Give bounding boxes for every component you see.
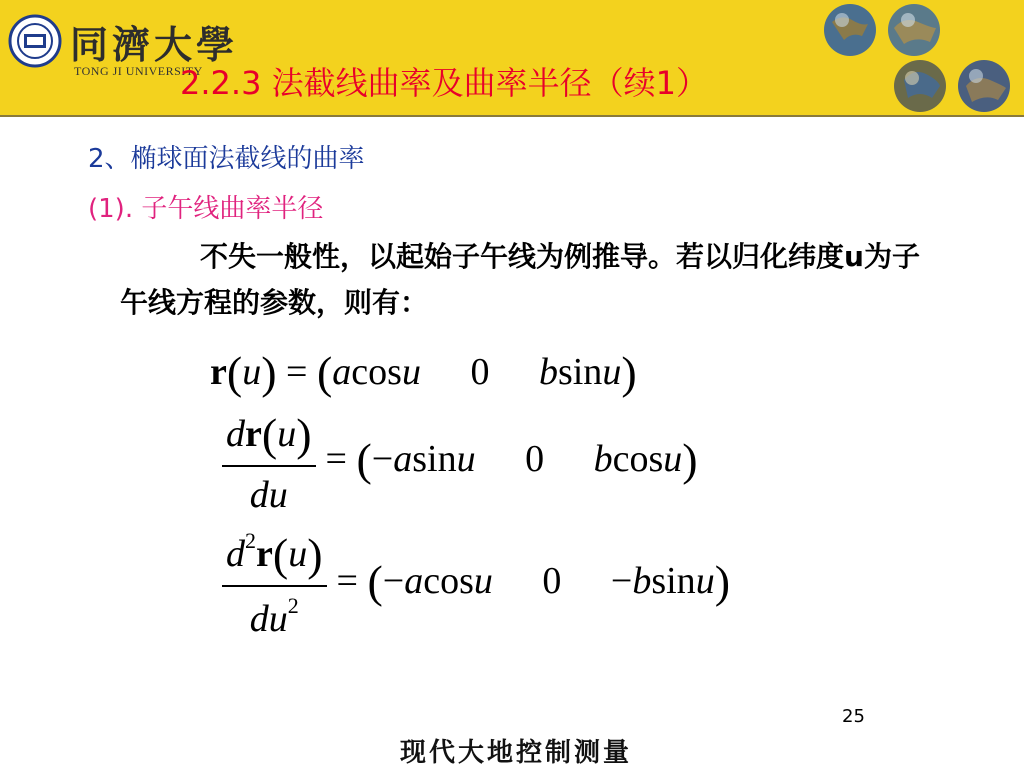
eq-symbol: u: [695, 560, 715, 603]
eq-symbol: u: [277, 413, 297, 455]
body-paragraph: [120, 234, 940, 326]
university-logo-icon: [8, 14, 62, 68]
fraction: $\frac{d^2r(u)}{du^2}$: [222, 528, 327, 641]
slide-title: 2.2.3 法截线曲率及曲率半径（续1）: [180, 64, 708, 102]
fraction: $\frac{dr(u)}{du}$: [222, 408, 316, 517]
eq-function: sin: [651, 560, 696, 603]
eq-symbol: b: [632, 560, 652, 603]
eq-symbol: b: [538, 351, 558, 393]
eq-function: sin: [557, 351, 603, 393]
eq-operator: =: [286, 351, 308, 393]
eq-number: 0: [525, 438, 545, 481]
eq-number: 0: [542, 560, 562, 603]
eq-symbol: u: [242, 351, 262, 393]
eq-superscript: 2: [245, 528, 256, 553]
eq-symbol: d: [226, 413, 245, 455]
eq-symbol: r: [245, 413, 262, 455]
eq-symbol: u: [288, 533, 308, 575]
eq-function: sin: [412, 438, 457, 481]
eq-symbol: du: [249, 474, 288, 516]
eq-symbol: u: [602, 351, 622, 393]
eq-symbol: u: [663, 438, 683, 481]
globe-icon: [892, 58, 948, 114]
eq-symbol: b: [593, 438, 613, 481]
globe-icon: [956, 58, 1012, 114]
globe-icon: [822, 2, 878, 58]
eq-operator: =: [336, 560, 358, 603]
eq-symbol: a: [332, 351, 352, 393]
university-name-cn: 同濟大學: [70, 22, 239, 67]
eq-operator: −: [382, 560, 405, 603]
eq-symbol: u: [401, 351, 421, 393]
equation-second-derivative: $\frac{d^2r(u)}{du^2}$ = (−acosu 0 −bsinu): [222, 528, 730, 641]
eq-operator: −: [371, 438, 394, 481]
page-number: 25: [842, 706, 865, 727]
eq-operator: −: [610, 560, 633, 603]
eq-function: cos: [612, 438, 664, 481]
paragraph-variable: u: [844, 240, 864, 273]
eq-symbol: a: [393, 438, 413, 481]
eq-symbol: du: [249, 598, 288, 640]
eq-symbol: d: [226, 533, 245, 575]
eq-number: 0: [470, 351, 490, 393]
eq-symbol: r: [210, 351, 227, 393]
paragraph-text-2: 为子午线方程的参数，则有：: [120, 240, 920, 319]
equation-first-derivative: $\frac{dr(u)}{du}$ = (−asinu 0 bcosu): [222, 408, 698, 517]
globe-icon: [886, 2, 942, 58]
section-heading: 2、椭球面法截线的曲率: [88, 144, 365, 174]
eq-function: cos: [423, 560, 474, 603]
paragraph-text-1: 不失一般性，以起始子午线为例推导。若以归化纬度: [200, 240, 845, 273]
university-name-en: TONG JI UNIVERSITY: [74, 64, 203, 78]
subsection-heading: (1). 子午线曲率半径: [88, 194, 324, 224]
eq-operator: =: [325, 438, 347, 481]
eq-symbol: u: [456, 438, 476, 481]
eq-symbol: u: [473, 560, 493, 603]
equation-position-vector: r(u) = (acosu 0 bsinu): [210, 347, 637, 398]
header-banner: [0, 0, 1024, 117]
eq-function: cos: [351, 351, 402, 393]
eq-symbol: a: [404, 560, 424, 603]
course-title: 现代大地控制测量: [400, 738, 633, 768]
eq-symbol: r: [256, 533, 273, 575]
eq-superscript: 2: [287, 593, 299, 618]
